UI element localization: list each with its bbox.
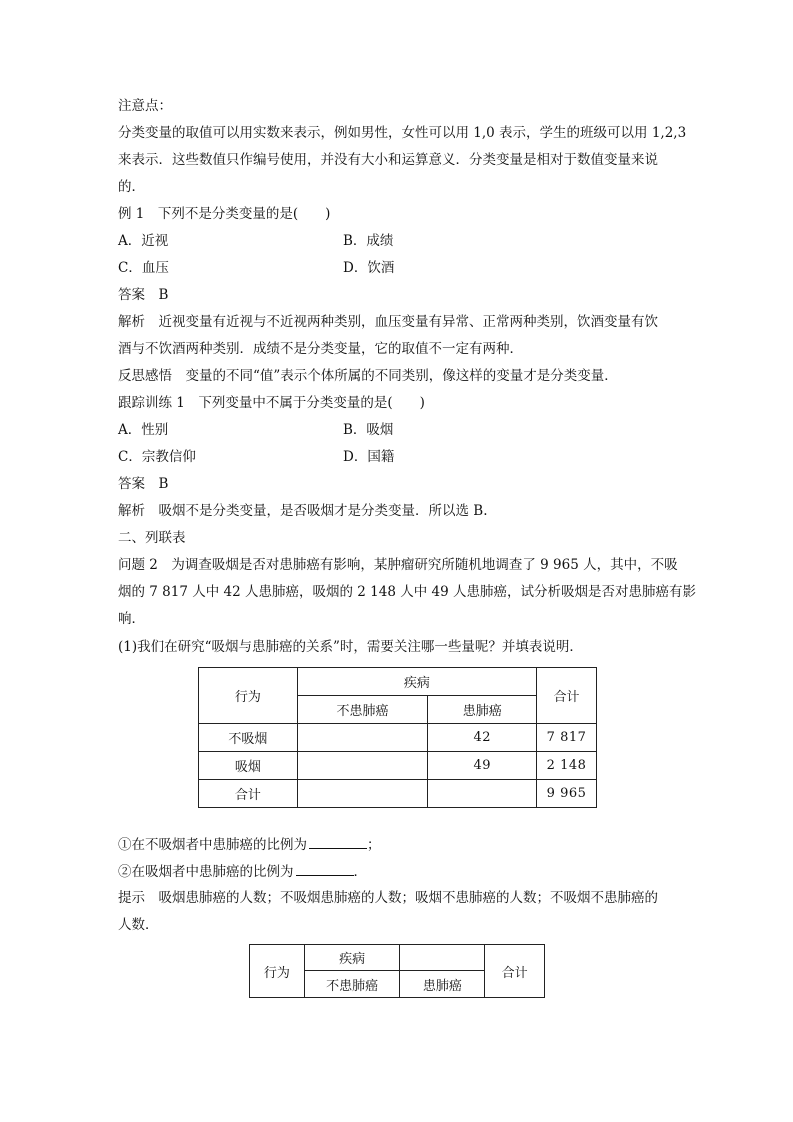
example1-option-a: A．近视: [118, 233, 169, 249]
ratio2-text: ②在吸烟者中患肺癌的比例为: [118, 864, 294, 880]
training1-option-b: B．吸烟: [343, 422, 394, 438]
training1-option-d: D．国籍: [343, 449, 395, 465]
table1-row-label: 不吸烟: [199, 724, 298, 752]
example1-answer: 答案 B: [118, 287, 169, 303]
contingency-table-1: [198, 667, 597, 808]
training1-option-a: A．性别: [118, 422, 169, 438]
table2-header-total: 合计: [485, 945, 545, 998]
problem2-line3: 响．: [118, 611, 145, 627]
table2-header-cancer: 患肺癌: [400, 971, 485, 998]
notes-body-line1: 分类变量的取值可以用实数来表示，例如男性，女性可以用 1,0 表示，学生的班级可以用 1,2,3: [118, 125, 687, 141]
table2-header-no-cancer: 不患肺癌: [304, 971, 400, 998]
table1-cell-no-cancer: [297, 724, 428, 752]
table1-header-disease: 疾病: [297, 668, 536, 696]
ratio1-text: ①在不吸烟者中患肺癌的比例为: [118, 837, 307, 853]
ratio2-line: [118, 861, 367, 882]
ratio1-line: [118, 834, 381, 855]
training1-stem: 跟踪训练 1 下列变量中不属于分类变量的是( ): [118, 395, 425, 411]
ratio2-end: ．: [353, 864, 367, 880]
hint-line1: 提示 吸烟患肺癌的人数；不吸烟患肺癌的人数；吸烟不患肺癌的人数；不吸烟不患肺癌的: [118, 890, 658, 906]
ratio2-blank[interactable]: [296, 861, 354, 876]
training1-analysis: 解析 吸烟不是分类变量，是否吸烟才是分类变量．所以选 B.: [118, 503, 488, 519]
ratio1-blank[interactable]: [309, 834, 367, 849]
example1-analysis-line2: 酒与不饮酒两种类别．成绩不是分类变量，它的取值不一定有两种．: [118, 341, 523, 357]
table1-cell-total: 9 965: [537, 780, 597, 808]
table1-header-no-cancer: 不患肺癌: [297, 696, 428, 724]
table1-cell-cancer: [428, 780, 537, 808]
notes-title: 注意点：: [118, 98, 172, 114]
example1-option-c: C．血压: [118, 260, 169, 276]
ratio1-end: ；: [367, 837, 381, 853]
example1-stem: 例 1 下列不是分类变量的是( ): [118, 206, 331, 222]
notes-body-line2: 来表示．这些数值只作编号使用，并没有大小和运算意义．分类变量是相对于数值变量来说: [118, 152, 658, 168]
table1-cell-no-cancer: [297, 780, 428, 808]
example1-option-d: D．饮酒: [343, 260, 395, 276]
problem2-line2: 烟的 7 817 人中 42 人患肺癌，吸烟的 2 148 人中 49 人患肺癌，试分析吸烟是否对患肺癌有影: [118, 584, 696, 600]
table2-header-behavior: 行为: [250, 945, 305, 998]
question1-text: (1)我们在研究“吸烟与患肺癌的关系”时，需要关注哪一些量呢？并填表说明．: [118, 639, 583, 655]
table1-row-label: 合计: [199, 780, 298, 808]
training1-answer: 答案 B: [118, 476, 169, 492]
table1-header-total: 合计: [537, 668, 597, 724]
table-row: [199, 724, 597, 752]
table1-cell-no-cancer: [297, 752, 428, 780]
notes-body-line3: 的．: [118, 179, 145, 195]
table-row: [199, 752, 597, 780]
example1-analysis-line1: 解析 近视变量有近视与不近视两种类别，血压变量有异常、正常两种类别，饮酒变量有饮: [118, 314, 658, 330]
hint-line2: 人数．: [118, 917, 159, 933]
table1-cell-cancer: 49: [428, 752, 537, 780]
table1-cell-cancer: 42: [428, 724, 537, 752]
contingency-table-2: [249, 944, 545, 998]
training1-option-c: C．宗教信仰: [118, 449, 196, 465]
table1-header-behavior: 行为: [199, 668, 298, 724]
table2-header-disease: 疾病: [304, 945, 400, 971]
table-row: [199, 780, 597, 808]
example1-option-b: B．成绩: [343, 233, 394, 249]
table1-row-label: 吸烟: [199, 752, 298, 780]
section2-title: 二、列联表: [118, 530, 186, 546]
table1-header-cancer: 患肺癌: [428, 696, 537, 724]
example1-reflection: 反思感悟 变量的不同“值”表示个体所属的不同类别，像这样的变量才是分类变量．: [118, 368, 618, 384]
table1-cell-total: 7 817: [537, 724, 597, 752]
table1-cell-total: 2 148: [537, 752, 597, 780]
problem2-line1: 问题 2 为调查吸烟是否对患肺癌有影响，某肿瘤研究所随机地调查了 9 965 人，其中，不吸: [118, 557, 678, 573]
table2-header-empty: [400, 945, 485, 971]
